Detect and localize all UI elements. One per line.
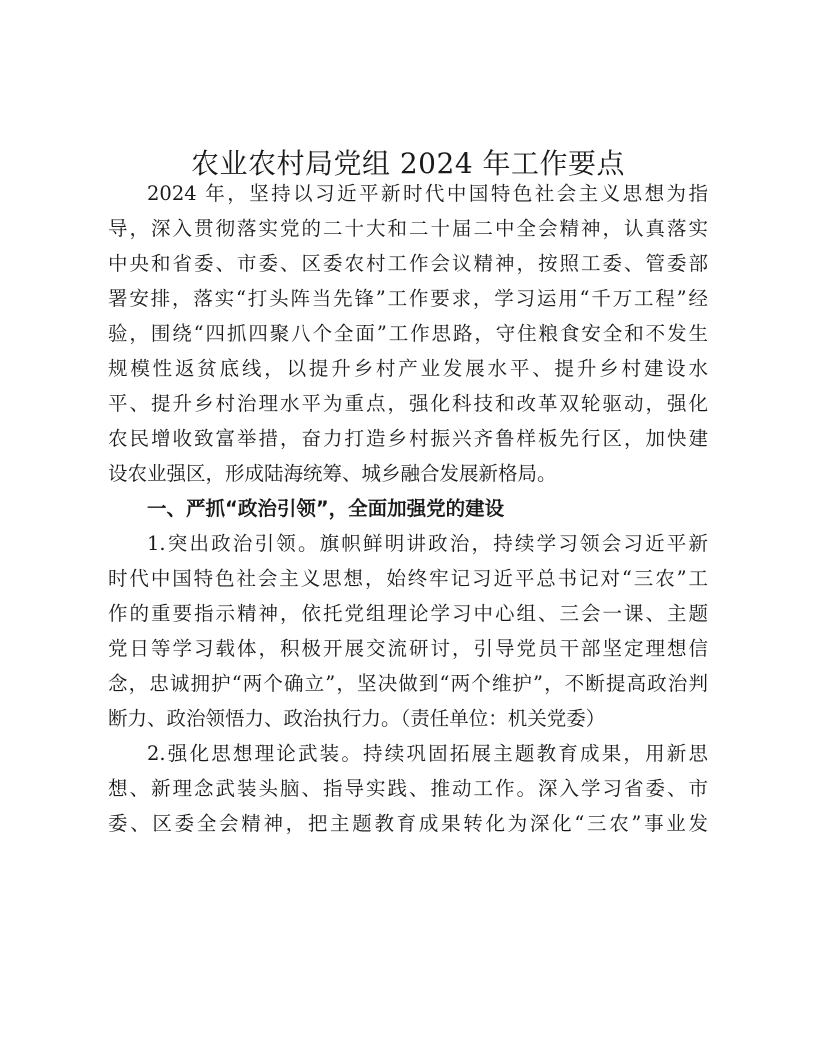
paragraph-line: 农民增收致富举措，奋力打造乡村振兴齐鲁样板先行区，加快建 (108, 427, 708, 450)
paragraph-line: 时代中国特色社会主义思想，始终牢记习近平总书记对“三农”工 (108, 567, 708, 590)
paragraph-line: 2.强化思想理论武装。持续巩固拓展主题教育成果，用新思 (147, 742, 708, 765)
document-body (108, 176, 708, 841)
paragraph-line: 导，深入贯彻落实党的二十大和二十届二中全会精神，认真落实 (108, 217, 708, 240)
paragraph-line: 规模性返贫底线，以提升乡村产业发展水平、提升乡村建设水 (108, 357, 708, 380)
intro-paragraph (108, 176, 708, 491)
section-heading: 一、严抓“政治引领”，全面加强党的建设 (147, 497, 505, 520)
paragraph-line: 设农业强区，形成陆海统筹、城乡融合发展新格局。 (108, 462, 557, 485)
paragraph-line: 中央和省委、市委、区委农村工作会议精神，按照工委、管委部 (108, 252, 708, 275)
paragraph-line: 党日等学习载体，积极开展交流研讨，引导党员干部坚定理想信 (108, 637, 708, 660)
paragraph-line: 1.突出政治引领。旗帜鲜明讲政治，持续学习领会习近平新 (147, 532, 708, 555)
paragraph-line: 验，围绕“四抓四聚八个全面”工作思路，守住粮食安全和不发生 (108, 322, 708, 345)
item-2-paragraph (108, 736, 708, 841)
paragraph-line: 署安排，落实“打头阵当先锋”工作要求，学习运用“千万工程”经 (108, 287, 708, 310)
paragraph-line: 想、新理念武装头脑、指导实践、推动工作。深入学习省委、市 (108, 777, 708, 800)
paragraph-line: 委、区委全会精神，把主题教育成果转化为深化“三农”事业发 (108, 812, 708, 835)
paragraph-line: 2024 年，坚持以习近平新时代中国特色社会主义思想为指 (147, 182, 708, 205)
paragraph-line: 念，忠诚拥护“两个确立”，坚决做到“两个维护”，不断提高政治判 (108, 672, 708, 695)
item-1-paragraph (108, 526, 708, 736)
paragraph-line: 断力、政治领悟力、政治执行力。（责任单位：机关党委） (108, 707, 606, 730)
paragraph-line: 作的重要指示精神，依托党组理论学习中心组、三会一课、主题 (108, 602, 708, 625)
paragraph-line: 平、提升乡村治理水平为重点，强化科技和改革双轮驱动，强化 (108, 392, 708, 415)
document-title: 农业农村局党组 2024 年工作要点 (190, 147, 626, 180)
